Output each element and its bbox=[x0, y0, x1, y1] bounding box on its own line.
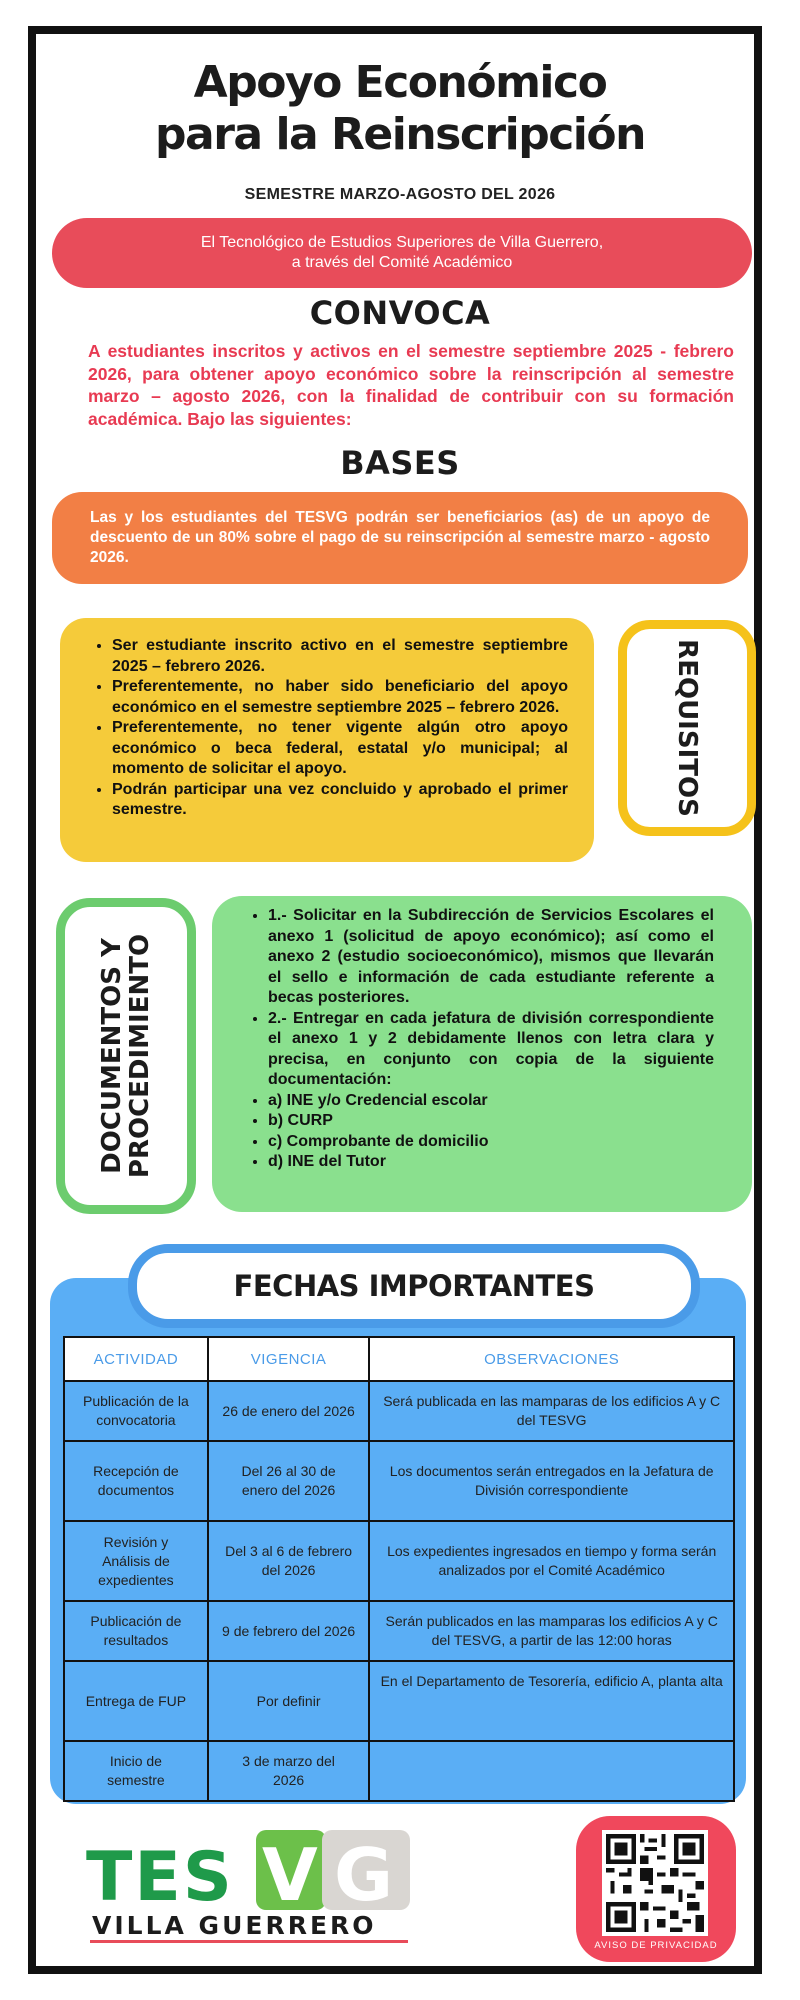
cell-actividad: Entrega de FUP bbox=[64, 1661, 208, 1741]
cell-vigencia: Del 26 al 30 de enero del 2026 bbox=[208, 1441, 370, 1521]
svg-text:G: G bbox=[334, 1833, 394, 1917]
tesvg-logo bbox=[86, 1828, 416, 1948]
poster-title-line2: para la Reinscripción bbox=[155, 109, 645, 160]
table-row bbox=[64, 1601, 734, 1661]
fechas-heading: FECHAS IMPORTANTES bbox=[128, 1244, 700, 1328]
cell-observaciones: Los expedientes ingresados en tiempo y forma serán analizados por el Comité Académico bbox=[369, 1521, 734, 1601]
documentos-list bbox=[242, 906, 714, 1173]
cell-observaciones: Será publicada en las mamparas de los edificios A y C del TESVG bbox=[369, 1381, 734, 1441]
documentos-label-box bbox=[56, 898, 196, 1214]
documento-item: • 2.- Entregar en cada jefatura de división correspondiente el anexo 1 y 2 debidamente llenos con letra clara y precisa, en conjunto con copia de la siguiente documentación: bbox=[268, 1009, 714, 1091]
requisito-item: • Podrán participar una vez concluido y aprobado el primer semestre. bbox=[112, 780, 568, 821]
bases-text: Las y los estudiantes del TESVG podrán ser beneficiarios (as) de un apoyo de descuento de un 80% sobre el pago de su reinscripción al semestre marzo - agosto 2026. bbox=[90, 509, 710, 566]
table-row bbox=[64, 1521, 734, 1601]
table-header-row bbox=[64, 1337, 734, 1381]
institution-line2: a través del Comité Académico bbox=[291, 254, 513, 271]
requisitos-label: REQUISITOS bbox=[672, 639, 703, 817]
cell-vigencia: 26 de enero del 2026 bbox=[208, 1381, 370, 1441]
documentos-label-line2: PROCEDIMIENTO bbox=[125, 933, 155, 1179]
cell-vigencia: Por definir bbox=[208, 1661, 370, 1741]
table-row bbox=[64, 1741, 734, 1801]
cell-observaciones bbox=[369, 1741, 734, 1801]
requisitos-box bbox=[60, 618, 594, 862]
header-actividad: ACTIVIDAD bbox=[64, 1337, 208, 1381]
documentos-label-line1: DOCUMENTOS Y bbox=[97, 938, 127, 1174]
tesvg-logo-svg bbox=[86, 1828, 416, 1948]
header-vigencia: VIGENCIA bbox=[208, 1337, 370, 1381]
cell-actividad: Inicio de semestre bbox=[64, 1741, 208, 1801]
cell-actividad: Publicación de la convocatoria bbox=[64, 1381, 208, 1441]
cell-vigencia: Del 3 al 6 de febrero del 2026 bbox=[208, 1521, 370, 1601]
poster-title-line1: Apoyo Económico bbox=[193, 57, 607, 108]
requisitos-list bbox=[86, 636, 568, 821]
cell-observaciones: Los documentos serán entregados en la Jefatura de División correspondiente bbox=[369, 1441, 734, 1521]
table-row bbox=[64, 1381, 734, 1441]
documentos-label bbox=[98, 934, 154, 1178]
convoca-text: A estudiantes inscritos y activos en el semestre septiembre 2025 - febrero 2026, para obtener apoyo económico sobre la reinscripción al semestre marzo – agosto 2026, con la finalidad de contribuir con su formación académica. Bajo las siguientes: bbox=[88, 341, 734, 429]
institution-line1: El Tecnológico de Estudios Superiores de Villa Guerrero, bbox=[200, 234, 604, 251]
documento-item: • a) INE y/o Credencial escolar bbox=[268, 1091, 714, 1112]
svg-text:TES: TES bbox=[86, 1838, 234, 1917]
svg-text:VILLA GUERRERO: VILLA GUERRERO bbox=[92, 1911, 377, 1940]
documento-item: • b) CURP bbox=[268, 1111, 714, 1132]
cell-observaciones: En el Departamento de Tesorería, edificio A, planta alta bbox=[369, 1661, 734, 1741]
documento-item: • c) Comprobante de domicilio bbox=[268, 1132, 714, 1153]
table-row bbox=[64, 1661, 734, 1741]
privacy-qr-card[interactable] bbox=[576, 1816, 736, 1962]
semester-subtitle: SEMESTRE MARZO-AGOSTO DEL 2026 bbox=[244, 186, 556, 203]
requisito-item: • Preferentemente, no tener vigente algún otro apoyo económico o beca federal, estatal y/o municipal; al momento de solicitar el apoyo. bbox=[112, 718, 568, 780]
requisito-item: • Ser estudiante inscrito activo en el semestre septiembre 2025 – febrero 2026. bbox=[112, 636, 568, 677]
requisitos-label-box bbox=[618, 620, 756, 836]
fechas-table bbox=[63, 1336, 735, 1802]
table-row bbox=[64, 1441, 734, 1521]
bases-heading: BASES bbox=[340, 444, 460, 482]
documento-item: • d) INE del Tutor bbox=[268, 1152, 714, 1173]
bases-banner bbox=[52, 492, 748, 584]
documentos-box bbox=[212, 896, 752, 1212]
cell-observaciones: Serán publicados en las mamparas los edificios A y C del TESVG, a partir de las 12:00 horas bbox=[369, 1601, 734, 1661]
qr-caption: AVISO DE PRIVACIDAD bbox=[594, 1940, 718, 1951]
institution-banner bbox=[52, 218, 752, 288]
cell-actividad: Revisión y Análisis de expedientes bbox=[64, 1521, 208, 1601]
cell-vigencia: 3 de marzo del 2026 bbox=[208, 1741, 370, 1801]
cell-actividad: Publicación de resultados bbox=[64, 1601, 208, 1661]
qr-code-icon bbox=[602, 1830, 708, 1936]
cell-actividad: Recepción de documentos bbox=[64, 1441, 208, 1521]
convoca-heading: CONVOCA bbox=[309, 294, 491, 332]
cell-vigencia: 9 de febrero del 2026 bbox=[208, 1601, 370, 1661]
svg-text:V: V bbox=[262, 1833, 318, 1917]
documento-item: • 1.- Solicitar en la Subdirección de Servicios Escolares el anexo 1 (solicitud de apoyo económico); así como el anexo 2 (estudio socioeconómico), mismos que llevarán el sello e información de cada estudiante referente a becas posteriores. bbox=[268, 906, 714, 1009]
header-observaciones: OBSERVACIONES bbox=[369, 1337, 734, 1381]
requisito-item: • Preferentemente, no haber sido beneficiario del apoyo económico en el semestre septiembre 2025 – febrero 2026. bbox=[112, 677, 568, 718]
